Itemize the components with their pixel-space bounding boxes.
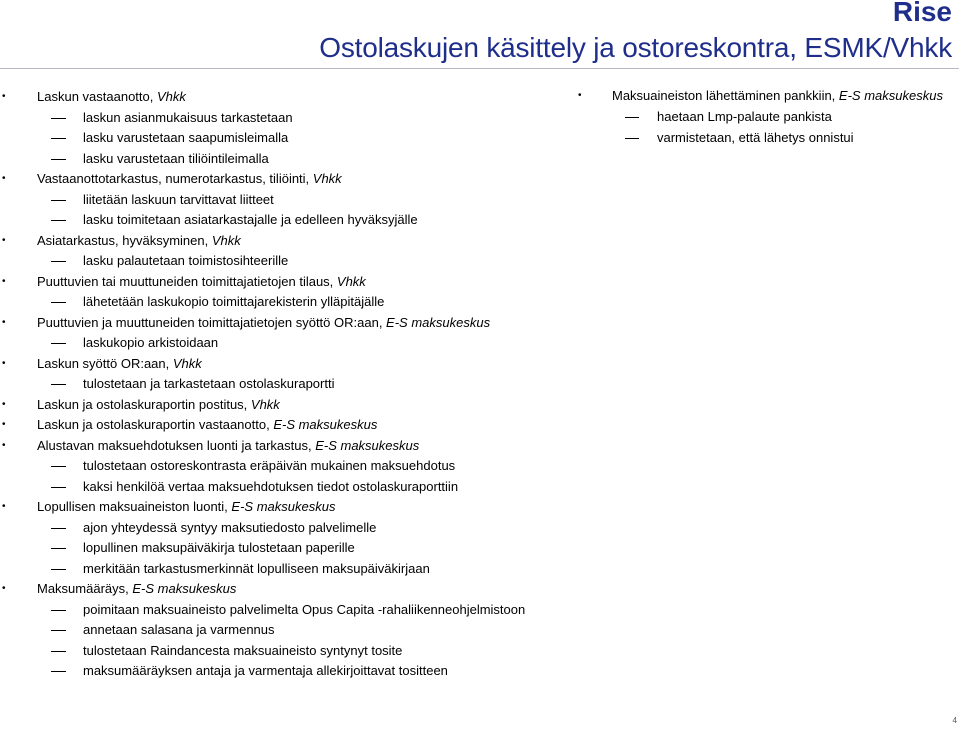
dash-icon <box>51 138 66 139</box>
bullet-item <box>0 415 570 436</box>
dash-icon <box>51 200 66 201</box>
item-role: E-S maksukeskus <box>838 88 943 103</box>
dash-icon <box>51 261 66 262</box>
sub-bullet-item <box>0 661 570 682</box>
item-text: Laskun ja ostolaskuraportin postitus, <box>37 396 251 412</box>
bullet-dot-icon: • <box>2 501 6 512</box>
item-role: E-S maksukeskus <box>132 581 237 596</box>
dash-icon <box>51 220 66 221</box>
item-text: merkitään tarkastusmerkinnät lopulliseen maksupäiväkirjaan <box>83 560 430 576</box>
bullet-dot-icon: • <box>2 439 6 451</box>
dash-icon <box>51 302 66 303</box>
title-divider <box>0 68 959 69</box>
sub-bullet-item <box>0 333 570 354</box>
sub-bullet-item <box>0 641 570 662</box>
item-text: Maksuaineiston lähettäminen pankkiin, <box>612 88 839 103</box>
item-text: tulostetaan Raindancesta maksuaineisto syntynyt tosite <box>83 642 403 658</box>
sub-bullet-item <box>0 559 570 580</box>
bullet-dot-icon: • <box>2 583 6 594</box>
dash-icon <box>625 117 639 118</box>
item-text: annetaan salasana ja varmennus <box>83 622 275 637</box>
bullet-item <box>0 436 570 457</box>
dash-icon <box>51 671 66 672</box>
item-role: E-S maksukeskus <box>231 499 336 514</box>
sub-bullet-item <box>570 128 955 149</box>
bullet-item <box>0 354 570 375</box>
bullet-item <box>0 395 570 416</box>
dash-icon <box>51 548 66 549</box>
sub-bullet-item <box>0 620 570 641</box>
bullet-item <box>0 169 570 190</box>
bullet-dot-icon: • <box>2 357 6 369</box>
sub-bullet-item <box>0 128 570 149</box>
dash-icon <box>51 630 66 631</box>
dash-icon <box>51 569 66 570</box>
sub-bullet-item <box>570 107 955 128</box>
sub-bullet-item <box>0 292 570 313</box>
bullet-item <box>0 579 570 600</box>
dash-icon <box>51 528 66 529</box>
sub-bullet-item <box>0 108 570 129</box>
sub-bullet-item <box>0 456 570 477</box>
bullet-dot-icon: • <box>2 275 6 287</box>
item-text: Puuttuvien tai muuttuneiden toimittajatietojen tilaus, <box>37 273 337 289</box>
dash-icon <box>51 384 66 385</box>
item-text: kaksi henkilöä vertaa maksuehdotuksen tiedot ostolaskuraporttiin <box>83 478 459 494</box>
dash-icon <box>51 118 66 119</box>
item-text: lasku palautetaan toimistosihteerille <box>83 253 289 268</box>
bullet-dot-icon: • <box>2 91 6 102</box>
item-text: laskun asianmukaisuus tarkastetaan <box>83 109 293 125</box>
bullet-dot-icon: • <box>578 90 582 101</box>
bullet-item <box>0 313 570 334</box>
item-role: Vhkk <box>156 89 186 104</box>
dash-icon <box>51 343 66 344</box>
bullet-dot-icon: • <box>2 173 6 184</box>
item-text: Maksumääräys, <box>37 581 133 596</box>
item-text: lähetetään laskukopio toimittajarekisterin ylläpitäjälle <box>83 294 385 309</box>
item-role: E-S maksukeskus <box>315 437 420 453</box>
item-text: lasku varustetaan tiliöintileimalla <box>83 150 269 166</box>
bullet-item <box>0 231 570 252</box>
item-text: poimitaan maksuaineisto palvelimelta Opus Capita -rahaliikenneohjelmistoon <box>83 601 526 617</box>
bullet-dot-icon: • <box>2 398 6 410</box>
item-text: ajon yhteydessä syntyy maksutiedosto palvelimelle <box>83 519 377 535</box>
sub-bullet-item <box>0 374 570 395</box>
dash-icon <box>51 159 66 160</box>
item-role: Vhkk <box>336 273 366 289</box>
item-role: E-S maksukeskus <box>386 314 491 330</box>
item-text: tulostetaan ostoreskontrasta eräpäivän mukainen maksuehdotus <box>83 458 456 473</box>
bullet-item <box>0 272 570 293</box>
item-text: Puuttuvien ja muuttuneiden toimittajatietojen syöttö OR:aan, <box>37 314 387 330</box>
item-text: liitetään laskuun tarvittavat liitteet <box>83 191 274 207</box>
item-text: Asiatarkastus, hyväksyminen, <box>37 232 212 248</box>
sub-bullet-item <box>0 149 570 170</box>
item-text: haetaan Lmp-palaute pankista <box>657 109 832 124</box>
left-bullet-list <box>0 87 570 682</box>
bullet-dot-icon: • <box>2 234 6 246</box>
item-text: lasku toimitetaan asiatarkastajalle ja edelleen hyväksyjälle <box>83 212 418 227</box>
dash-icon <box>51 487 66 488</box>
sub-bullet-item <box>0 190 570 211</box>
sub-bullet-item <box>0 251 570 272</box>
sub-bullet-item <box>0 538 570 559</box>
sub-bullet-item <box>0 600 570 621</box>
item-text: Lopullisen maksuaineiston luonti, <box>37 499 232 514</box>
brand-logo-text: Rise <box>892 0 952 27</box>
item-text: tulostetaan ja tarkastetaan ostolaskuraportti <box>83 376 335 391</box>
item-text: Vastaanottotarkastus, numerotarkastus, tiliöinti, <box>37 171 313 186</box>
item-text: lasku varustetaan saapumisleimalla <box>83 130 289 145</box>
bullet-item <box>570 87 955 104</box>
item-role: Vhkk <box>211 232 241 248</box>
sub-bullet-item <box>0 210 570 231</box>
right-bullet-list <box>570 87 955 148</box>
item-text: Laskun ja ostolaskuraportin vastaanotto, <box>37 417 274 432</box>
sub-bullet-item <box>0 477 570 498</box>
item-text: laskukopio arkistoidaan <box>83 335 219 350</box>
slide-title: Ostolaskujen käsittely ja ostoreskontra, ESMK/Vhkk <box>319 32 952 63</box>
bullet-item <box>0 87 570 108</box>
item-role: Vhkk <box>172 355 202 371</box>
sub-bullet-item <box>0 518 570 539</box>
bullet-dot-icon: • <box>2 316 6 328</box>
item-text: maksumääräyksen antaja ja varmentaja allekirjoittavat tositteen <box>83 663 448 678</box>
dash-icon <box>51 610 66 611</box>
dash-icon <box>51 651 66 652</box>
item-text: lopullinen maksupäiväkirja tulostetaan paperille <box>83 540 355 555</box>
dash-icon <box>625 138 639 139</box>
item-text: Laskun syöttö OR:aan, <box>37 355 173 371</box>
dash-icon <box>51 466 66 467</box>
item-text: varmistetaan, että lähetys onnistui <box>657 129 854 145</box>
page-number: 4 <box>952 716 957 725</box>
item-role: E-S maksukeskus <box>273 417 378 432</box>
item-text: Laskun vastaanotto, <box>37 89 157 104</box>
bullet-item <box>0 497 570 518</box>
item-role: Vhkk <box>250 396 280 412</box>
bullet-dot-icon: • <box>2 419 6 430</box>
item-text: Alustavan maksuehdotuksen luonti ja tarkastus, <box>37 437 316 453</box>
item-role: Vhkk <box>312 171 342 186</box>
